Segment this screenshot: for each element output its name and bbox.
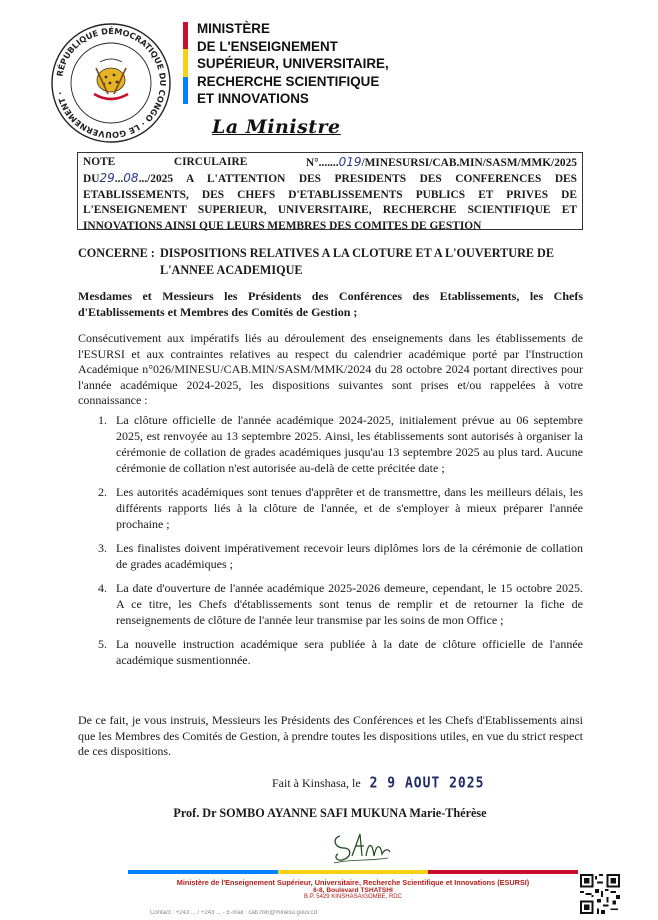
subject-block <box>78 245 583 279</box>
closing-paragraph: De ce fait, je vous instruis, Messieurs les Présidents des Conférences et les Chefs d'Etablissements ainsi que les Membres des Comités de Gestion, à prendre toutes les dispositions utiles, en vue du strict respect de ces dispositions. <box>78 713 583 758</box>
list-item: 4. La date d'ouverture de l'année académique 2025-2026 demeure, cependant, le 15 octobre 2025. A ce titre, les Chefs d'établissements sont tenus de remplir et de retourner la fiche de renseignements de clôture de l'année leur transmise par les soins de mon Office ; <box>98 581 583 627</box>
footer-address <box>128 878 578 900</box>
date-stamp: 2 9 AOUT 2025 <box>369 774 485 793</box>
circulaire-word: CIRCULAIRE <box>173 156 248 168</box>
ministry-line: ET INNOVATIONS <box>197 91 309 107</box>
place-text: Fait à Kinshasa, le <box>272 776 361 790</box>
handwritten-signature <box>330 826 392 866</box>
handwritten-month: 08 <box>123 171 139 186</box>
footer-color-bar <box>128 870 578 874</box>
list-item: 1. La clôture officielle de l'année académique 2024-2025, initialement prévue au 06 septembre 2025, est renvoyée au 13 septembre 2025. Ainsi, les établissements sont autorisés à organiser la cérémonie de collation de grades académiques jusqu'au 13 septembre 2025 au plus tard. Aucune cérémonie de collation n'est autorisée au-delà de cette précitée date ; <box>98 413 583 475</box>
list-item: 5. La nouvelle instruction académique sera publiée à la date de clôture officielle de l'année académique susmentionnée. <box>98 637 583 667</box>
footer-contact: Contact : +243 ... / +243 ... - E-mail : cab.min@minesu.gouv.cd <box>150 910 318 916</box>
note-word: NOTE <box>83 156 116 168</box>
list-item: 3. Les finalistes doivent impérativement recevoir leurs diplômes lors de la cérémonie de collation de grades académiques ; <box>98 541 583 571</box>
ministry-line: DE L'ENSEIGNEMENT <box>197 38 338 54</box>
ministry-name <box>197 20 397 108</box>
footer-po-box: B.P. 5429 KINSHASA/GOMBE, RDC <box>304 894 402 900</box>
flag-color-bar <box>183 22 188 104</box>
intro-paragraph: Consécutivement aux impératifs liés au déroulement des enseignements dans les établissements de l'ESURSI et aux contraintes relatives au respect du calendrier académique porté par l'Instruction Académique n°026/MINESU/CAB.MIN/SASM/MMK/2024 du 28 octobre 2024 portant directives pour l'année académique 2024-2025, les dispositions suivantes sont prises et/ou rappelées à votre connaissance : <box>78 331 583 407</box>
reference-number: N°.......019/MINESURSI/CAB.MIN/SASM/MMK/2025 <box>305 155 577 169</box>
subject-label: CONCERNE : <box>78 246 155 260</box>
footer-street: 6-8, Boulevard TSHATSHI <box>313 887 393 894</box>
government-seal <box>50 22 172 144</box>
signatory-name: Prof. Dr SOMBO AYANNE SAFI MUKUNA Marie-Thérèse <box>173 806 487 820</box>
salutation: Mesdames et Messieurs les Présidents des Conférences des Etablissements, les Chefs d'Etablissements et Membres des Comités de Gestion ; <box>78 289 583 319</box>
footer-ministry: Ministère de l'Enseignement Supérieur, Universitaire, Recherche Scientifique et Innovations (ESURSI) <box>176 878 530 887</box>
handwritten-day: 29 <box>99 171 115 186</box>
list-item: 2. Les autorités académiques sont tenues d'apprêter et de transmettre, dans les meilleurs délais, les différents rapports liés à la clôture de l'année, et de s'employer à mieux préparer l'année prochaine ; <box>98 485 583 531</box>
place-date-line <box>272 776 484 791</box>
handwritten-number: 019 <box>338 155 362 169</box>
note-addressees: DU29...08.../2025 A L'ATTENTION DES PRESIDENTS DES CONFERENCES DES ETABLISSEMENTS, DES CHEFS D'ETABLISSEMENTS PUBLICS ET PRIVES DE L'ENSEIGNEMENT SUPERIEUR, UNIVERSITAIRE, RECHERCHE SCIENTIFIQUE ET INNOVATIONS AINSI QUE LEURS MEMBRES DES COMITES DE GESTION <box>83 171 577 232</box>
circular-note-box <box>77 152 583 230</box>
qr-code <box>580 874 620 914</box>
seal-text: RÉPUBLIQUE DÉMOCRATIQUE DU CONGO · LE GOUVERNEMENT · <box>54 25 169 141</box>
subject-line-1: DISPOSITIONS RELATIVES A LA CLOTURE ET A L'OUVERTURE DE <box>160 246 554 260</box>
ministry-line: SUPÉRIEUR, UNIVERSITAIRE, <box>197 56 389 72</box>
office-title: La Ministre <box>212 116 341 138</box>
subject-line-2: L'ANNEE ACADEMIQUE <box>160 263 303 277</box>
ministry-line: MINISTÈRE <box>197 21 270 36</box>
ministry-line: RECHERCHE SCIENTIFIQUE <box>197 73 380 89</box>
note-reference-line <box>83 155 577 171</box>
dispositions-list <box>78 412 583 676</box>
